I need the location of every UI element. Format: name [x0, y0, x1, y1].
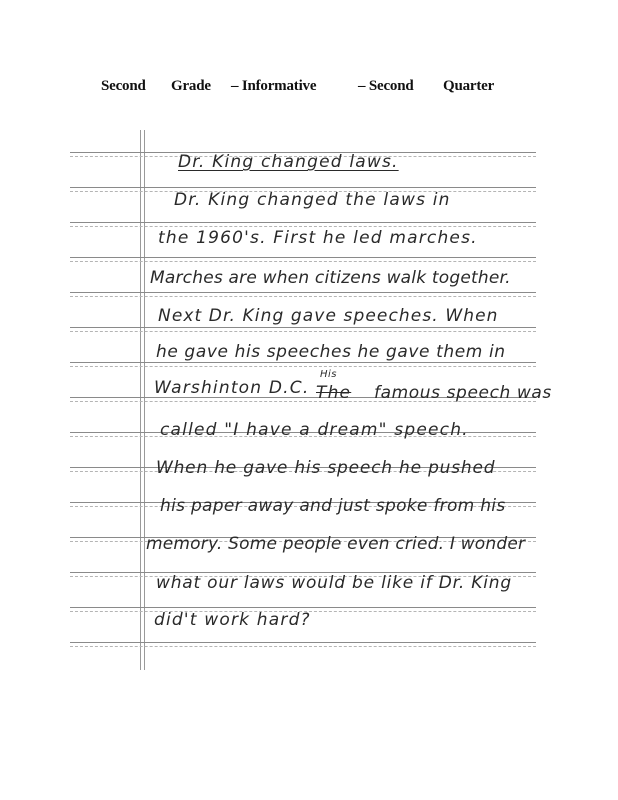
ruled-line [70, 257, 536, 258]
header-genre-label: – Informative [231, 78, 317, 94]
ruled-line [70, 366, 536, 367]
ruled-line [70, 362, 536, 363]
ruled-line [70, 296, 536, 297]
ruled-line [70, 642, 536, 643]
ruled-line [70, 327, 536, 328]
ruled-line [70, 222, 536, 223]
ruled-line [70, 331, 536, 332]
essay-line: Next Dr. King gave speeches. When [158, 306, 499, 326]
header-grade-label: Grade [171, 78, 211, 94]
header-quarter-label: – Second [358, 78, 414, 94]
essay-title: Dr. King changed laws. [178, 152, 399, 172]
crossed-out-word: The [316, 383, 352, 403]
essay-line: did't work hard? [154, 610, 311, 630]
essay-line: called "I have a dream" speech. [160, 420, 469, 440]
essay-line: what our laws would be like if Dr. King [156, 573, 512, 593]
margin-line [144, 130, 145, 670]
margin-line [140, 130, 141, 670]
lined-paper [70, 130, 552, 670]
essay-line: When he gave his speech he pushed [156, 458, 496, 478]
essay-line: Dr. King changed the laws in [174, 190, 451, 210]
ruled-line [70, 607, 536, 608]
ruled-line [70, 187, 536, 188]
essay-line: Warshinton D.C. [154, 378, 310, 398]
essay-line: memory. Some people even cried. I wonder [146, 534, 526, 554]
essay-line: the 1960's. First he led marches. [158, 228, 478, 248]
essay-line: Marches are when citizens walk together. [150, 268, 511, 288]
essay-line: famous speech was [374, 383, 552, 403]
ruled-line [70, 646, 536, 647]
essay-line: his paper away and just spoke from his [160, 496, 506, 516]
header-quarter-label: Quarter [443, 78, 495, 94]
ruled-line [70, 292, 536, 293]
ruled-line [70, 261, 536, 262]
header-grade-label: Second [101, 78, 146, 94]
ruled-line [70, 226, 536, 227]
inserted-word: His [320, 369, 338, 380]
essay-line: he gave his speeches he gave them in [156, 342, 506, 362]
